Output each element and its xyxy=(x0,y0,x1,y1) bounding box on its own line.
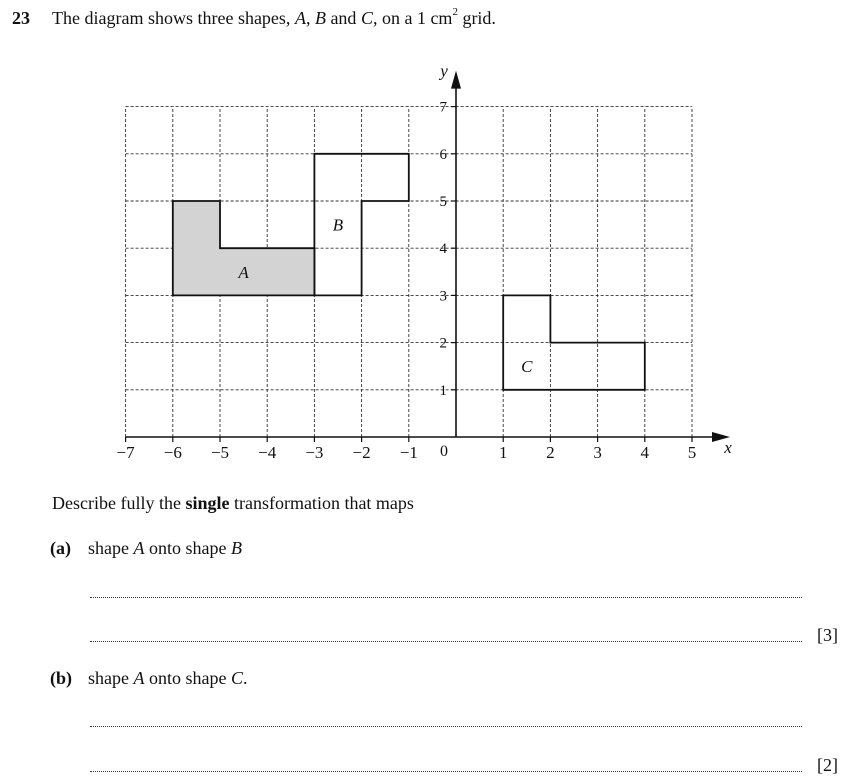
grid-power: 2 xyxy=(452,6,458,18)
part-b-marks: [2] xyxy=(817,755,838,775)
shape-b-ref: B xyxy=(314,8,326,28)
y-tick-label: 3 xyxy=(439,288,447,305)
y-axis-arrow xyxy=(451,71,461,89)
part-a-label: (a) xyxy=(50,538,71,558)
x-tick-label: −3 xyxy=(305,443,324,462)
y-tick-label: 2 xyxy=(439,335,447,352)
part-b-post: . xyxy=(242,668,248,688)
x-tick-label: 2 xyxy=(546,443,555,462)
part-b-text xyxy=(88,668,247,689)
x-tick-label: 3 xyxy=(593,443,602,462)
origin-label: 0 xyxy=(440,443,448,460)
part-a-text xyxy=(88,538,242,559)
grid-prefix: , on a 1 cm xyxy=(372,8,453,28)
y-tick-label: 6 xyxy=(439,146,447,163)
answer-line-b1[interactable] xyxy=(90,726,802,727)
instruction-suffix: transformation that maps xyxy=(229,493,414,513)
x-tick-label: −4 xyxy=(258,443,277,462)
part-a-shape1: A xyxy=(133,538,145,558)
shape-a-ref: A xyxy=(294,8,306,28)
instruction-prefix: Describe fully the xyxy=(52,493,186,513)
shape-label-a: A xyxy=(238,262,249,282)
x-tick-label: 1 xyxy=(498,443,508,462)
instruction-text xyxy=(52,493,414,514)
y-axis-label: y xyxy=(440,61,448,81)
intro-prefix: The diagram shows three shapes, xyxy=(52,8,295,28)
x-tick-label: −7 xyxy=(116,443,135,462)
shape-label-b: B xyxy=(332,215,344,235)
answer-line-a1[interactable] xyxy=(90,597,802,598)
intro-sep: , xyxy=(305,8,315,28)
x-tick-label: 4 xyxy=(640,443,650,462)
x-tick-label: 5 xyxy=(687,443,697,462)
y-tick-label: 7 xyxy=(439,99,447,116)
y-tick-label: 1 xyxy=(439,382,447,399)
question-number: 23 xyxy=(12,8,30,28)
y-tick-label: 5 xyxy=(439,194,447,210)
x-tick-label: −5 xyxy=(210,443,230,462)
part-b-shape1: A xyxy=(133,668,145,688)
x-tick-label: −6 xyxy=(163,443,182,462)
answer-line-b2[interactable] xyxy=(90,771,802,772)
part-b-label: (b) xyxy=(50,668,72,688)
part-a-pre: shape xyxy=(88,538,134,558)
part-a-marks: [3] xyxy=(817,625,838,645)
grid-suffix: grid. xyxy=(457,8,496,28)
part-b-shape2: C xyxy=(230,668,243,688)
part-a-mid: onto shape xyxy=(144,538,231,558)
y-tick-label: 4 xyxy=(439,241,447,258)
instruction-bold: single xyxy=(185,493,230,513)
shape-label-c: C xyxy=(521,357,533,377)
part-a-shape2: B xyxy=(230,538,242,558)
x-tick-label: −2 xyxy=(352,443,371,462)
x-tick-label: −1 xyxy=(399,443,418,462)
intro-and: and xyxy=(325,8,361,28)
answer-line-a2[interactable] xyxy=(90,641,802,642)
part-b-pre: shape xyxy=(88,668,134,688)
x-axis-label: x xyxy=(724,438,732,457)
part-b-mid: onto shape xyxy=(144,668,231,688)
shape-c-ref: C xyxy=(360,8,373,28)
